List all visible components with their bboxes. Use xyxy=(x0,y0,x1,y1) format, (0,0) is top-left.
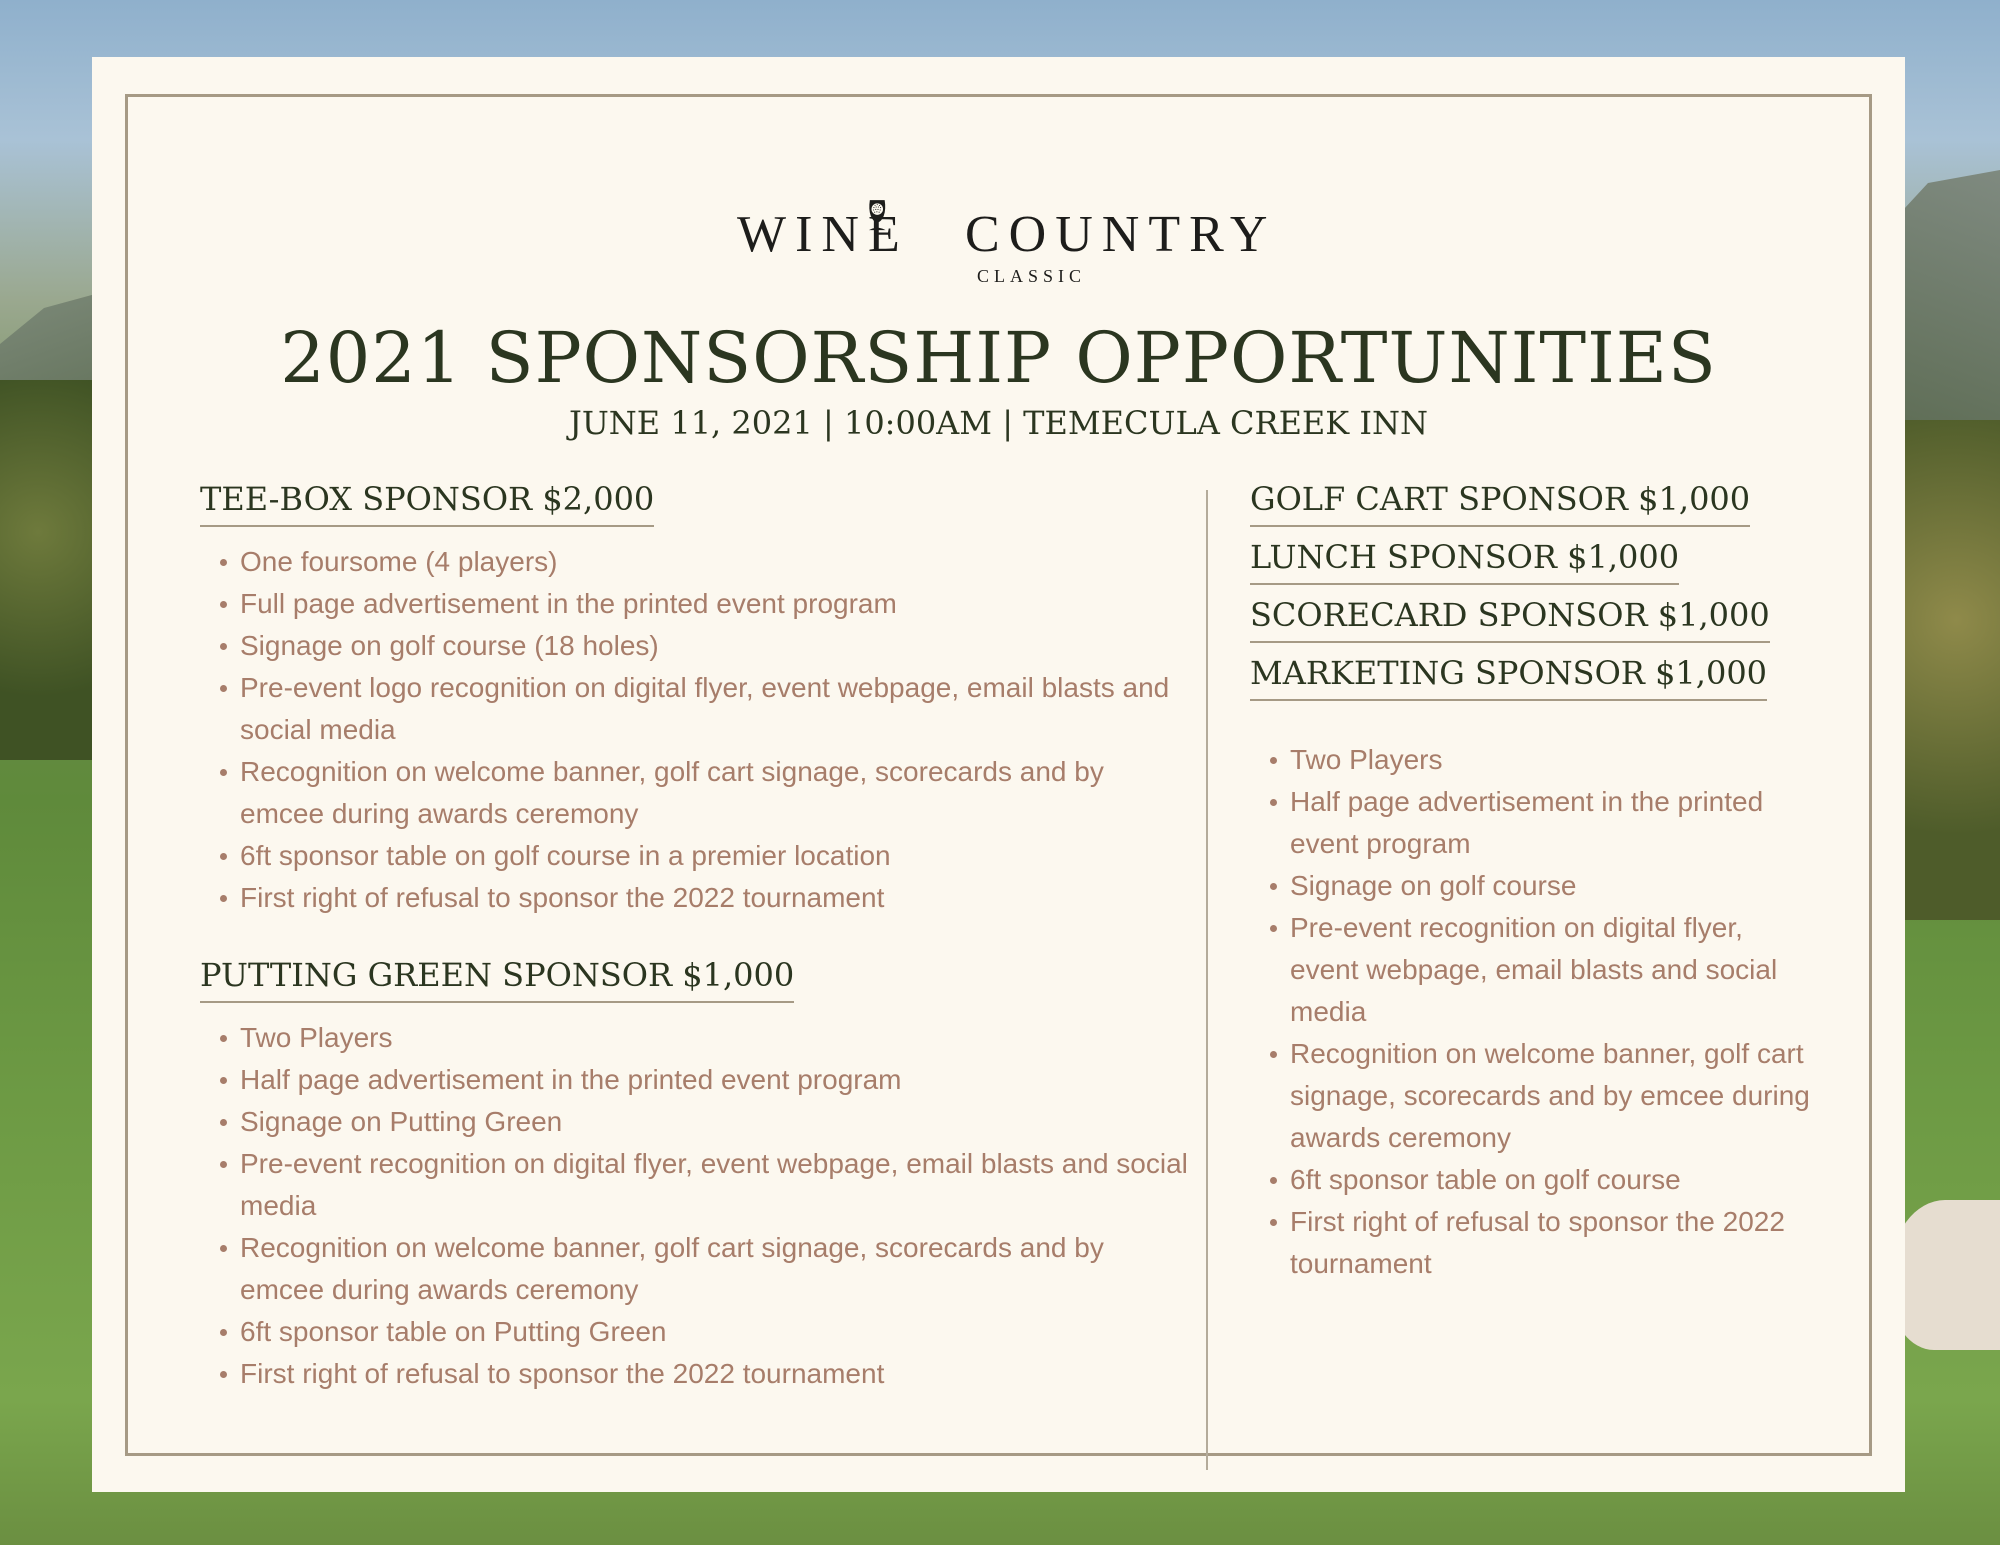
scorecard-heading: SCORECARD SPONSOR $1,000 xyxy=(1250,593,1770,643)
page-title: 2021 SPONSORSHIP OPPORTUNITIES xyxy=(280,317,1717,399)
sponsor-benefits xyxy=(1250,739,1810,1285)
list-item: Signage on Putting Green xyxy=(200,1101,1190,1143)
tee-box-section xyxy=(200,477,1190,919)
list-item: Pre-event recognition on digital flyer, event webpage, email blasts and social media xyxy=(1250,907,1810,1033)
list-item: Two Players xyxy=(1250,739,1810,781)
list-item: Recognition on welcome banner, golf cart signage, scorecards and by emcee during awards ceremony xyxy=(1250,1033,1810,1159)
list-item: Pre-event recognition on digital flyer, event webpage, email blasts and social media xyxy=(200,1143,1190,1227)
flyer-card xyxy=(92,57,1905,1492)
list-item: 6ft sponsor table on Putting Green xyxy=(200,1311,1190,1353)
list-item: First right of refusal to sponsor the 2022 tournament xyxy=(1250,1201,1810,1285)
list-item: One foursome (4 players) xyxy=(200,541,1190,583)
logo-word-country: COUNTRY xyxy=(965,206,1277,263)
marketing-heading: MARKETING SPONSOR $1,000 xyxy=(1250,651,1767,701)
list-item: Full page advertisement in the printed event program xyxy=(200,583,1190,625)
logo-word-wine: WINE xyxy=(737,206,909,263)
sand-bunker xyxy=(1890,1200,2000,1350)
tee-box-benefits xyxy=(200,541,1190,919)
logo-tagline: CLASSIC xyxy=(977,266,1087,286)
list-item: First right of refusal to sponsor the 2022 tournament xyxy=(200,1353,1190,1395)
putting-green-benefits xyxy=(200,1017,1190,1395)
golf-cart-heading: GOLF CART SPONSOR $1,000 xyxy=(1250,477,1750,527)
list-item: First right of refusal to sponsor the 2022 tournament xyxy=(200,877,1190,919)
list-item: Pre-event logo recognition on digital flyer, event webpage, email blasts and social media xyxy=(200,667,1190,751)
list-item: Signage on golf course (18 holes) xyxy=(200,625,1190,667)
list-item: Recognition on welcome banner, golf cart signage, scorecards and by emcee during awards ceremony xyxy=(200,751,1190,835)
right-column xyxy=(1250,477,1810,1285)
list-item: 6ft sponsor table on golf course xyxy=(1250,1159,1810,1201)
putting-green-heading: PUTTING GREEN SPONSOR $1,000 xyxy=(200,953,794,1003)
trees-right xyxy=(1890,420,2000,920)
list-item: Recognition on welcome banner, golf cart signage, scorecards and by emcee during awards ceremony xyxy=(200,1227,1190,1311)
list-item: Half page advertisement in the printed event program xyxy=(1250,781,1810,865)
tee-box-heading: TEE-BOX SPONSOR $2,000 xyxy=(200,477,654,527)
list-item: Signage on golf course xyxy=(1250,865,1810,907)
list-item: Half page advertisement in the printed event program xyxy=(200,1059,1190,1101)
list-item: 6ft sponsor table on golf course in a premier location xyxy=(200,835,1190,877)
list-item: Two Players xyxy=(200,1017,1190,1059)
trees-left xyxy=(0,380,95,760)
lunch-heading: LUNCH SPONSOR $1,000 xyxy=(1250,535,1679,585)
putting-green-section xyxy=(200,953,1190,1395)
event-details: JUNE 11, 2021 | 10:00AM | TEMECULA CREEK INN xyxy=(569,404,1428,442)
column-divider xyxy=(1206,490,1208,1470)
left-column xyxy=(200,477,1190,1395)
sponsor-headings xyxy=(1250,477,1810,701)
